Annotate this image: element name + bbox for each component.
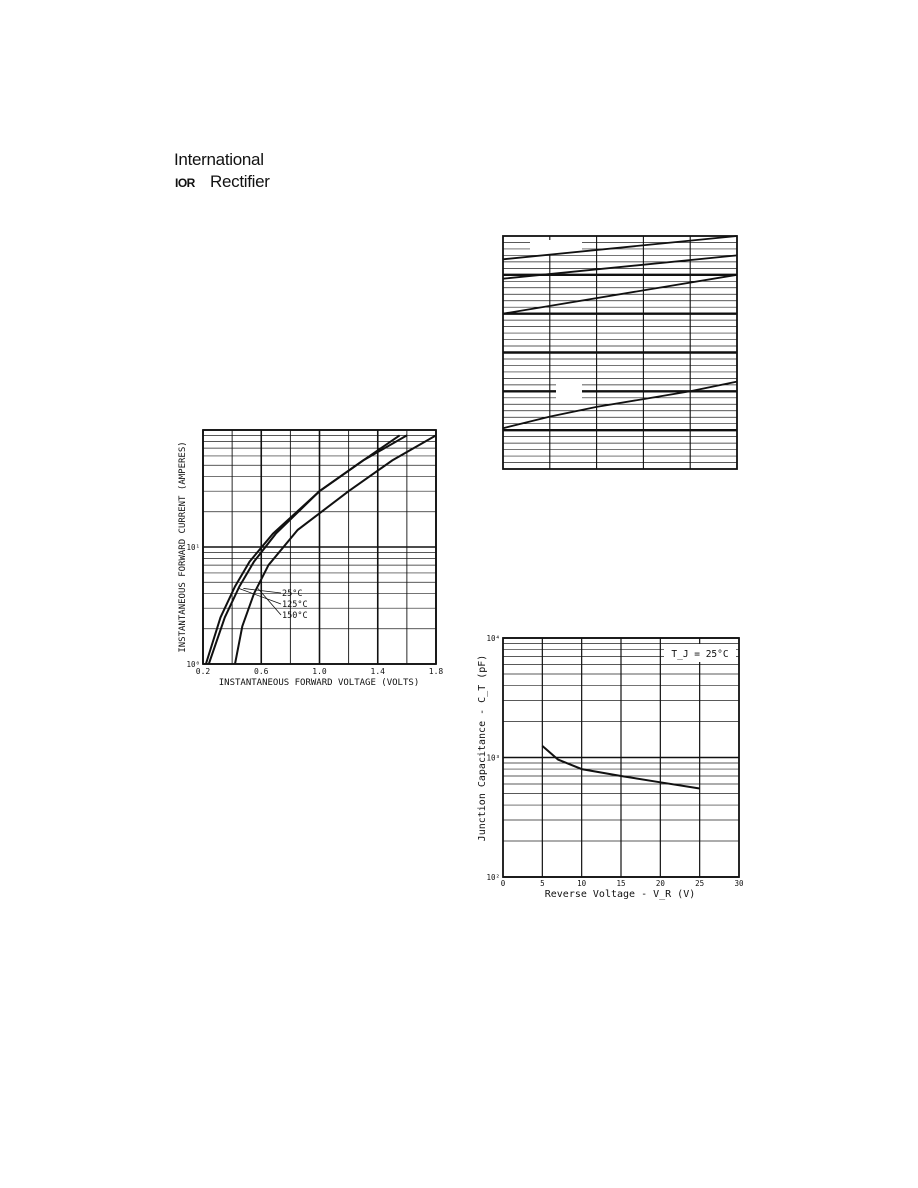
x-axis-label: Reverse Voltage - V_R (V) bbox=[544, 889, 696, 900]
temperature-chart bbox=[503, 236, 737, 469]
y-tick-label: 10⁴ bbox=[486, 634, 500, 643]
x-tick-label: 0.2 bbox=[195, 667, 211, 676]
x-tick-label: 15 bbox=[616, 879, 626, 888]
temperature-annotation: T_J = 25°C bbox=[671, 649, 729, 660]
x-tick-label: 1.4 bbox=[370, 667, 385, 676]
x-tick-label: 25 bbox=[695, 879, 705, 888]
series-line-1 bbox=[206, 435, 407, 664]
logo-line1: International bbox=[174, 150, 264, 169]
x-tick-label: 10 bbox=[577, 879, 587, 888]
x-tick-label: 1.0 bbox=[312, 667, 327, 676]
x-tick-label: 5 bbox=[540, 879, 545, 888]
x-tick-label: 0 bbox=[500, 879, 506, 888]
x-tick-label: 0.6 bbox=[254, 667, 269, 676]
x-tick-label: 20 bbox=[655, 879, 665, 888]
forward-current-chart bbox=[178, 430, 443, 688]
x-axis-label: INSTANTANEOUS FORWARD VOLTAGE (VOLTS) bbox=[218, 678, 420, 688]
y-tick-label: 10² bbox=[486, 873, 500, 882]
y-tick-label: 10¹ bbox=[186, 543, 200, 552]
label-mask bbox=[556, 384, 582, 400]
legend-label: 150°C bbox=[282, 611, 308, 621]
y-tick-label: 10³ bbox=[486, 753, 500, 763]
series-line-0 bbox=[209, 435, 400, 664]
x-tick-label: 1.8 bbox=[428, 667, 444, 676]
series-line-2 bbox=[235, 435, 436, 664]
series-line-3 bbox=[503, 382, 737, 429]
logo-mark: IOR bbox=[175, 176, 195, 190]
x-tick-label: 30 bbox=[734, 879, 744, 888]
legend-label: 25°C bbox=[282, 589, 303, 599]
logo-line2: Rectifier bbox=[210, 172, 270, 191]
y-axis-label: INSTANTANEOUS FORWARD CURRENT (AMPERES) bbox=[178, 441, 188, 653]
y-tick-label: 10⁰ bbox=[186, 660, 200, 669]
legend-label: 125°C bbox=[282, 600, 308, 610]
capacitance-chart bbox=[477, 634, 744, 900]
y-axis-label: Junction Capacitance - C_T (pF) bbox=[477, 654, 488, 842]
